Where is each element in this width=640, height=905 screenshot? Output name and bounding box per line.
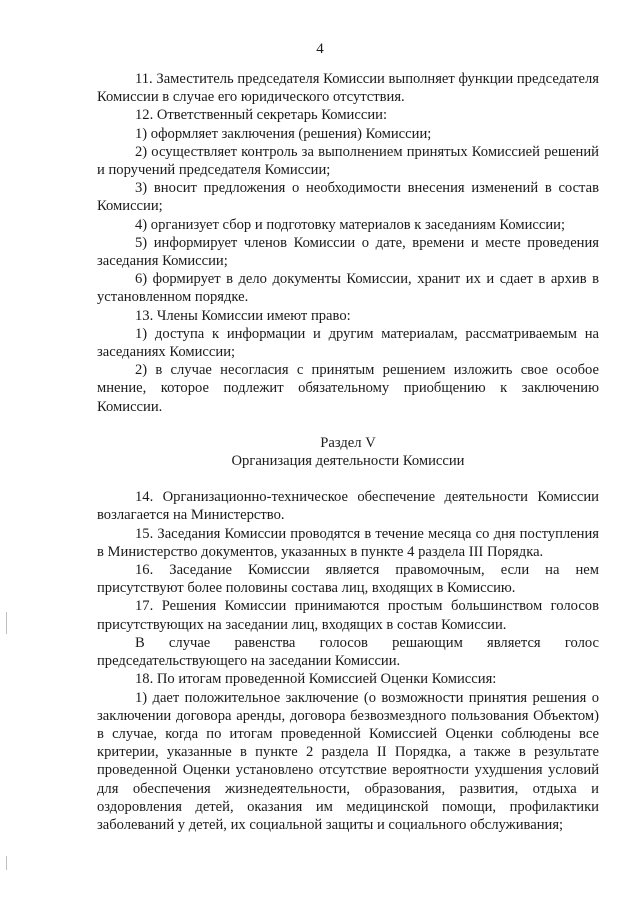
section-heading	[97, 434, 599, 470]
section-spacer	[97, 470, 599, 488]
paragraph-12-item-4: 4) организует сбор и подготовку материалов к заседаниям Комиссии;	[135, 216, 566, 233]
paragraph-17: 17. Решения Комиссии принимаются простым большинством голосов присутствующих на заседании лиц, входящих в состав Комиссии.	[97, 598, 599, 633]
paragraph-12-item-3: 3) вносит предложения о необходимости внесения изменений в состав Комиссии;	[97, 180, 599, 215]
section-number: Раздел V	[320, 434, 376, 451]
paragraph-15: 15. Заседания Комиссии проводятся в течение месяца со дня поступления в Министерство документов, указанных в пункте 4 раздела III Порядка.	[97, 525, 599, 560]
section-title: Организация деятельности Комиссии	[231, 453, 465, 470]
paragraph-12-item-5: 5) информирует членов Комиссии о дате, времени и месте проведения заседания Комиссии;	[97, 234, 599, 270]
paragraph-12-item-1: 1) оформляет заключения (решения) Комиссии;	[135, 125, 432, 142]
paragraph-13: 13. Члены Комиссии имеют право:	[135, 307, 351, 324]
paragraph-12: 12. Ответственный секретарь Комиссии:	[135, 107, 387, 124]
paragraph-18-item-1: 1) дает положительное заключение (о возможности принятия решения о заключении договора аренды, договора безвозмездного пользования Объектом) в случае, когда по итогам проведенной Комиссией Оценки соблюдены все критерии, указанные в пункте 2 раздела II Порядка, а также в результате проведенной Оценки установлено отсутствие вероятности ухудшения условий для обеспечения жизнедеятельности, образования, развития, отдыха и оздоровления детей, оказания им медицинской помощи, профилактики заболеваний у детей, их социальной защиты и социального обслуживания;	[97, 689, 599, 833]
page-number: 4	[316, 41, 324, 57]
paragraph-13-item-2: 2) в случае несогласия с принятым решением изложить свое особое мнение, которое подлежит обязательному приобщению к заключению Комиссии.	[97, 362, 599, 415]
scan-edge-mark	[6, 612, 7, 634]
paragraph-18: 18. По итогам проведенной Комиссией Оценки Комиссия:	[135, 671, 497, 688]
scan-edge-mark	[6, 856, 7, 870]
paragraph-12-item-6: 6) формирует в дело документы Комиссии, хранит их и сдает в архив в установленном порядке.	[97, 271, 599, 306]
paragraph-16: 16. Заседание Комиссии является правомочным, если на нем присутствуют более половины состава лиц, входящих в Комиссию.	[97, 562, 599, 597]
paragraph-17-tie-rule: В случае равенства голосов решающим является голос председательствующего на заседании Комиссии.	[97, 634, 599, 670]
paragraph-12-item-2: 2) осуществляет контроль за выполнением принятых Комиссией решений и поручений председателя Комиссии;	[97, 143, 599, 179]
paragraph-14: 14. Организационно-техническое обеспечение деятельности Комиссии возлагается на Министерство.	[97, 489, 599, 524]
document-body	[97, 70, 599, 834]
paragraph-11: 11. Заместитель председателя Комиссии выполняет функции председателя Комиссии в случае его юридического отсутствия.	[97, 71, 599, 106]
paragraph-13-item-1: 1) доступа к информации и другим материалам, рассматриваемым на заседаниях Комиссии;	[97, 325, 599, 361]
